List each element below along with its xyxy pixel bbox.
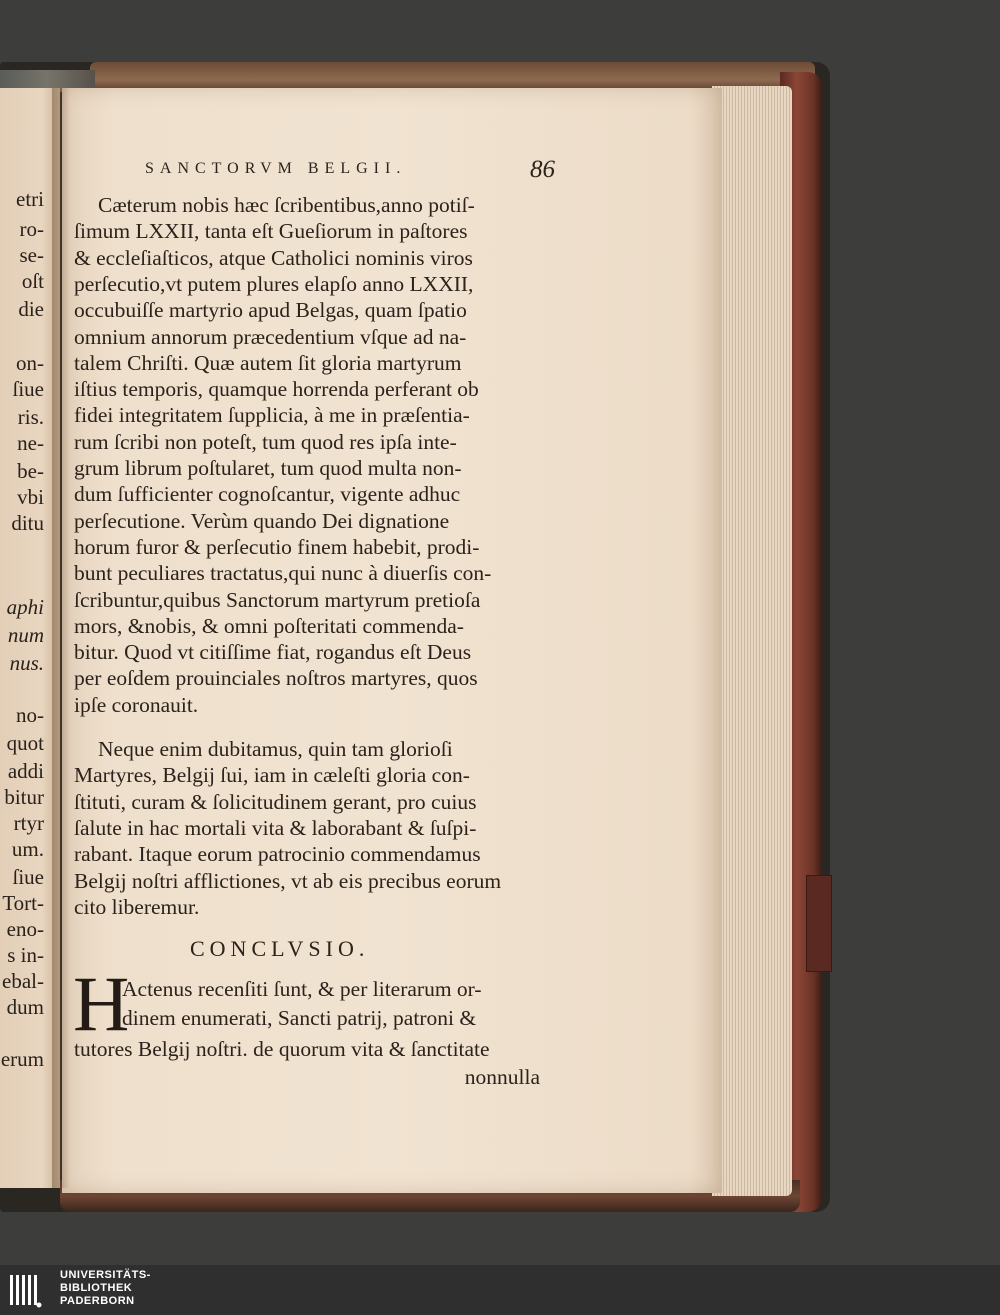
page-gutter (52, 88, 70, 1188)
text-line: omnium annorum præcedentium vſque ad na- (74, 324, 467, 349)
section-heading: CONCLVSIO. (190, 936, 370, 961)
left-page-fragment: die (18, 297, 44, 321)
text-line: perſecutio,vt putem plures elapſo anno LXXII, (74, 271, 474, 296)
left-page-fragment: ne- (17, 431, 44, 455)
text-line: Actenus recenſiti ſunt, & per literarum or- (122, 977, 482, 1001)
text-line: Belgij noſtri afflictiones, vt ab eis precibus eorum (74, 868, 502, 893)
text-line: horum furor & perſecutio finem habebit, prodi- (74, 534, 480, 559)
left-page-fragment: oſt (21, 269, 44, 293)
text-line: bitur. Quod vt citiſſime fiat, rogandus eſt Deus (74, 640, 472, 665)
text-line: perſecutione. Verùm quando Dei dignatione (74, 508, 450, 533)
left-page-fragment: ſiue (12, 865, 44, 889)
left-page-fragment: bitur (4, 785, 44, 809)
library-name-line: UNIVERSITÄTS- (60, 1269, 151, 1281)
text-line: fidei integritatem ſupplicia, à me in præſentia- (74, 403, 470, 428)
library-name-line: PADERBORN (60, 1295, 135, 1307)
running-title: SANCTORVM BELGII. (145, 160, 407, 177)
left-page-fragment: um. (11, 837, 44, 861)
left-page-fragment: eno- (6, 917, 44, 941)
page-edges (712, 86, 792, 1196)
text-line: Neque enim dubitamus, quin tam glorioſi (98, 737, 453, 761)
library-footer (0, 1265, 1000, 1315)
left-page-fragment: s in- (7, 943, 44, 967)
left-page (0, 88, 60, 1188)
text-line: dinem enumerati, Sancti patrij, patroni & (122, 1006, 477, 1030)
conclusion-full-line: tutores Belgij noſtri. de quorum vita & ſanctitate (74, 1037, 490, 1061)
text-line: Cæterum nobis hæc ſcribentibus,anno potiſ- (98, 193, 475, 217)
page-number: 86 (530, 156, 555, 183)
left-page-fragment: vbi (17, 485, 44, 509)
text-line: ſcribuntur,quibus Sanctorum martyrum pretioſa (74, 587, 481, 612)
drop-cap: H (73, 960, 130, 1047)
left-page-fragment: etri (16, 187, 44, 211)
left-page-fragment: Tort- (2, 891, 44, 915)
left-page-fragment: no- (16, 703, 44, 727)
text-line: occubuiſſe martyrio apud Belgas, quam ſpatio (74, 298, 467, 323)
left-page-fragment: addi (7, 759, 44, 783)
text-line: & eccleſiaſticos, atque Catholici nominis viros (74, 245, 473, 270)
text-line: ipſe coronauit. (74, 692, 199, 717)
left-page-fragment: aphi (6, 595, 44, 619)
library-name (60, 1269, 151, 1308)
text-line: ſtituti, curam & ſolicitudinem gerant, pro cuius (74, 789, 477, 814)
text-line: cito liberemur. (74, 894, 200, 919)
left-page-fragment: rtyr (13, 811, 44, 835)
library-logo-icon (8, 1271, 44, 1309)
text-line: iſtius temporis, quamque horrenda perferant ob (74, 377, 479, 402)
text-line: talem Chriſti. Quæ autem ſit gloria martyrum (74, 350, 462, 375)
left-page-fragment: ris. (17, 405, 44, 429)
left-page-fragment: num (7, 623, 44, 647)
text-line: Martyres, Belgij ſui, iam in cæleſti gloria con- (74, 763, 470, 788)
left-page-fragment: erum (0, 1047, 44, 1071)
left-page-fragment: ditu (11, 511, 44, 535)
left-page-fragment: se- (19, 243, 44, 267)
library-name-line: BIBLIOTHEK (60, 1282, 133, 1294)
text-line: grum librum poſtularet, tum quod multa non- (74, 456, 462, 480)
text-line: mors, &nobis, & omni poſteritati commenda- (74, 613, 464, 638)
left-page-fragment: ſiue (12, 377, 44, 401)
text-line: dum ſufficienter cognoſcantur, vigente adhuc (74, 482, 461, 507)
left-page-fragment: nus. (9, 651, 44, 675)
running-header (145, 156, 555, 186)
text-line: per eoſdem prouinciales noſtros martyres, quos (74, 666, 478, 691)
left-page-fragment: ebal- (2, 969, 44, 993)
catchword: nonnulla (464, 1065, 540, 1089)
text-line: rabant. Itaque eorum patrocinio commendamus (74, 842, 481, 867)
left-page-fragment: ro- (19, 217, 44, 241)
text-line: bunt peculiares tractatus,qui nunc à diuerſis con- (74, 561, 492, 586)
text-line: rum ſcribi non poteſt, tum quod res ipſa inte- (74, 429, 457, 454)
left-page-fragment: be- (17, 459, 44, 483)
text-line: ſimum LXXII, tanta eſt Gueſiorum in paſtores (74, 219, 468, 244)
left-page-fragment: dum (6, 995, 44, 1019)
book-clasp (806, 875, 832, 972)
left-page-fragment: quot (6, 731, 44, 755)
left-page-fragment: on- (16, 351, 44, 375)
text-line: ſalute in hac mortali vita & laborabant & ſuſpi- (74, 815, 477, 840)
